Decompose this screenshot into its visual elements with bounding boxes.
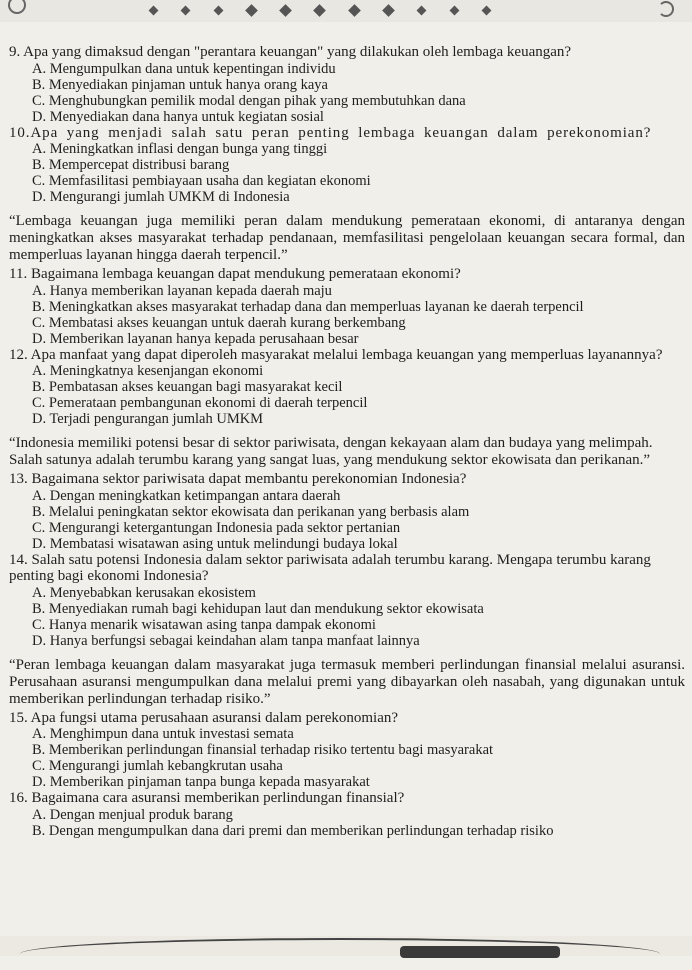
swirl-ornament-icon	[8, 0, 26, 14]
swirl-ornament-icon	[658, 1, 674, 17]
question-12	[9, 347, 685, 428]
diamond-ornament-icon	[348, 4, 361, 17]
diamond-ornament-icon	[314, 4, 327, 17]
option-b: B. Mempercepat distribusi barang	[32, 157, 230, 173]
option-a: A. Menghimpun dana untuk investasi semata	[32, 726, 294, 742]
question-text: 9. Apa yang dimaksud dengan "perantara keuangan" yang dilakukan oleh lembaga keuangan?	[9, 44, 572, 60]
option-d: D. Menyediakan dana hanya untuk kegiatan sosial	[32, 108, 324, 125]
reading-passage: “Peran lembaga keuangan dalam masyarakat juga termasuk memberi perlindungan finansial melalui asuransi. Perusahaan asuransi mengumpulkan dana melalui premi yang dibayarkan oleh nasabah, yang digunakan untuk memberikan perlindungan terhadap risiko.”	[9, 656, 685, 707]
question-text: 13. Bagaimana sektor pariwisata dapat membantu perekonomian Indonesia?	[9, 471, 467, 487]
question-10	[9, 125, 685, 206]
diamond-ornament-icon	[181, 5, 191, 15]
option-c: C. Menghubungkan pemilik modal dengan pihak yang membutuhkan dana	[32, 92, 466, 109]
bottom-curve-ornament	[20, 938, 660, 970]
option-b: B. Menyediakan rumah bagi kehidupan laut dan mendukung sektor ekowisata	[32, 600, 484, 617]
diamond-ornament-icon	[482, 5, 492, 15]
option-b: B. Memberikan perlindungan finansial terhadap risiko tertentu bagi masyarakat	[32, 742, 494, 758]
option-d: D. Hanya berfungsi sebagai keindahan alam tanpa manfaat lainnya	[32, 632, 420, 649]
option-d: D. Terjadi pengurangan jumlah UMKM	[32, 411, 264, 427]
option-a: A. Dengan menjual produk barang	[32, 806, 233, 823]
question-9	[9, 44, 685, 125]
option-b: B. Meningkatkan akses masyarakat terhadap dana dan memperluas layanan ke daerah terpencil	[32, 298, 584, 315]
diamond-ornament-icon	[149, 5, 159, 15]
option-a: A. Meningkatnya kesenjangan ekonomi	[32, 363, 264, 379]
diamond-ornament-row	[150, 4, 490, 16]
option-c: C. Mengurangi jumlah kebangkrutan usaha	[32, 758, 283, 774]
reading-passage: “Indonesia memiliki potensi besar di sektor pariwisata, dengan kekayaan alam dan budaya yang melimpah. Salah satunya adalah terumbu karang yang sangat luas, yang mendukung sektor ekowisata dan perikanan.”	[9, 435, 653, 468]
question-text: 15. Apa fungsi utama perusahaan asuransi dalam perekonomian?	[9, 709, 399, 726]
option-b: B. Melalui peningkatan sektor ekowisata dan perikanan yang berbasis alam	[32, 503, 470, 520]
question-text: 16. Bagaimana cara asuransi memberikan perlindungan finansial?	[9, 790, 405, 806]
question-text: 12. Apa manfaat yang dapat diperoleh masyarakat melalui lembaga keuangan yang memperluas layanannya?	[9, 346, 663, 363]
question-11	[9, 266, 685, 347]
option-b: B. Dengan mengumpulkan dana dari premi dan memberikan perlindungan terhadap risiko	[32, 822, 554, 839]
option-a: A. Mengumpulkan dana untuk kepentingan individu	[32, 60, 336, 77]
option-b: B. Menyediakan pinjaman untuk hanya orang kaya	[32, 76, 328, 93]
diamond-ornament-icon	[449, 5, 459, 15]
option-b: B. Pembatasan akses keuangan bagi masyarakat kecil	[32, 379, 343, 395]
reading-passage: “Lembaga keuangan juga memiliki peran dalam mendukung pemerataan ekonomi, di antaranya dengan meningkatkan akses masyarakat terhadap pendanaan, memfasilitasi pengelolaan keuangan secara formal, dan memperluas layanan hingga daerah terpencil.”	[9, 213, 685, 263]
option-a: A. Menyebabkan kerusakan ekosistem	[32, 584, 256, 601]
option-c: C. Pemerataan pembangunan ekonomi di daerah terpencil	[32, 395, 368, 411]
option-c: C. Memfasilitasi pembiayaan usaha dan kegiatan ekonomi	[32, 173, 371, 189]
option-c: C. Hanya menarik wisatawan asing tanpa dampak ekonomi	[32, 616, 376, 633]
option-d: D. Mengurangi jumlah UMKM di Indonesia	[32, 189, 290, 205]
option-d: D. Membatasi wisatawan asing untuk melindungi budaya lokal	[32, 535, 398, 552]
question-14	[9, 552, 685, 649]
diamond-ornament-icon	[245, 4, 258, 17]
option-d: D. Memberikan pinjaman tanpa bunga kepada masyarakat	[32, 774, 370, 790]
diamond-ornament-icon	[382, 4, 395, 17]
option-c: C. Mengurangi ketergantungan Indonesia pada sektor pertanian	[32, 519, 401, 536]
question-13	[9, 471, 685, 552]
question-text: 10.Apa yang menjadi salah satu peran penting lembaga keuangan dalam perekonomian?	[9, 124, 652, 141]
question-text: 14. Salah satu potensi Indonesia dalam sektor pariwisata adalah terumbu karang. Mengapa terumbu karang penting bagi ekonomi Indonesia?	[9, 551, 651, 584]
option-c: C. Membatasi akses keuangan untuk daerah kurang berkembang	[32, 314, 406, 331]
bottom-banner-ornament	[400, 946, 560, 958]
diamond-ornament-icon	[417, 5, 427, 15]
top-decoration-bar	[0, 0, 692, 22]
worksheet-content	[9, 44, 685, 839]
diamond-ornament-icon	[279, 4, 292, 17]
diamond-ornament-icon	[213, 5, 223, 15]
option-a: A. Dengan meningkatkan ketimpangan antara daerah	[32, 487, 341, 504]
question-text: 11. Bagaimana lembaga keuangan dapat mendukung pemerataan ekonomi?	[9, 266, 461, 282]
option-d: D. Memberikan layanan hanya kepada perusahaan besar	[32, 330, 359, 347]
question-15	[9, 710, 685, 791]
question-16	[9, 790, 685, 839]
option-a: A. Hanya memberikan layanan kepada daerah maju	[32, 282, 332, 299]
option-a: A. Meningkatkan inflasi dengan bunga yang tinggi	[32, 141, 328, 157]
